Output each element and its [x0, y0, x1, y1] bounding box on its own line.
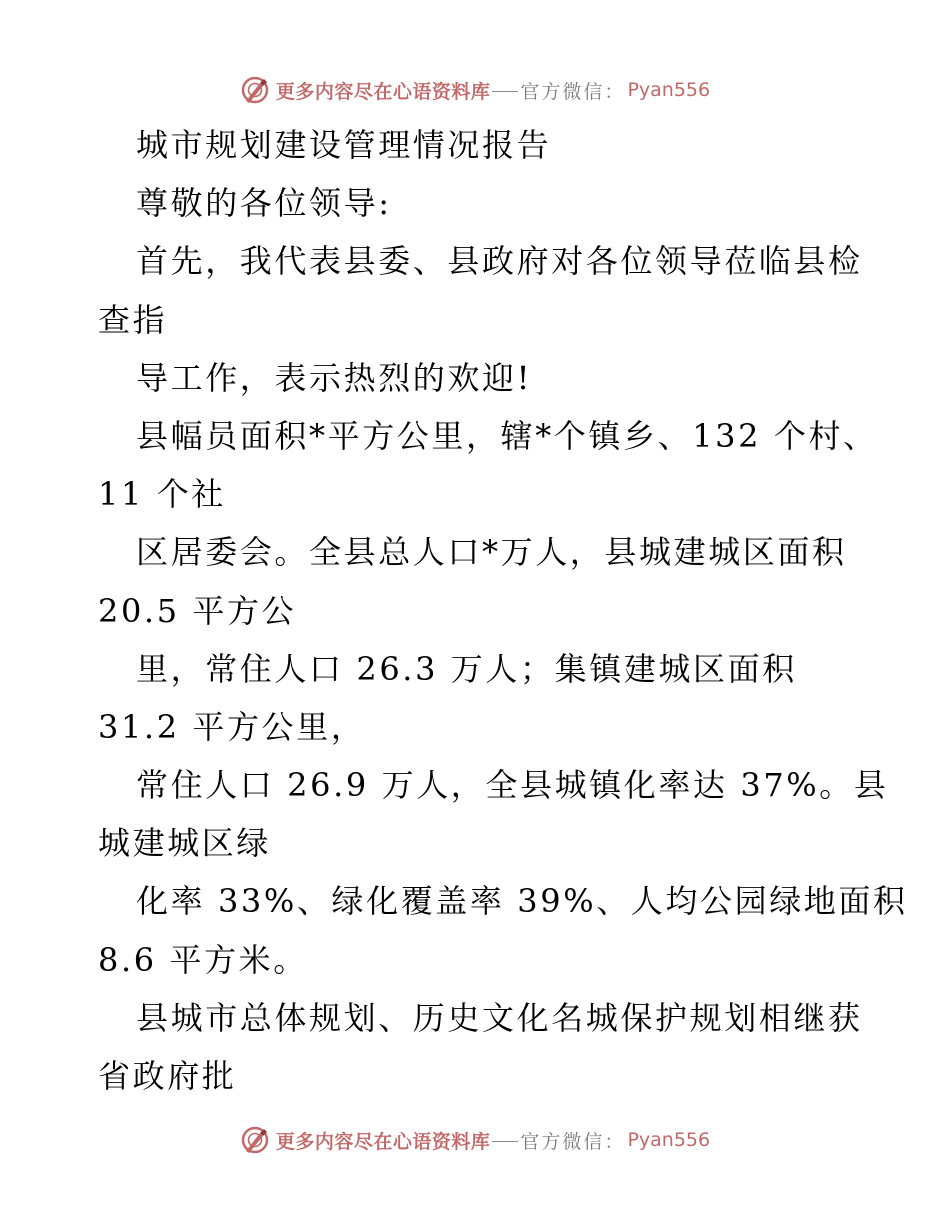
text-line: 尊敬的各位领导:: [136, 184, 392, 223]
text-line: 城建城区绿: [98, 824, 272, 863]
footer-watermark: [0, 1120, 950, 1160]
text-line: 31.2 平方公里，: [98, 707, 366, 746]
text-line: 查指: [98, 300, 168, 339]
watermark-dash: [492, 91, 518, 92]
text-line: 20.5 平方公: [98, 591, 297, 630]
text-line: 11 个社: [98, 475, 226, 514]
pen-logo-icon: [240, 75, 270, 105]
text-line: 化率 33%、绿化覆盖率 39%、人均公园绿地面积: [136, 882, 908, 921]
watermark-dash: [492, 1141, 518, 1142]
watermark-wechat-id: Pyan556: [627, 79, 711, 101]
text-line: 常住人口 26.9 万人，全县城镇化率达 37%。县: [136, 766, 889, 805]
text-line: 区居委会。全县总人口*万人，县城建城区面积: [136, 533, 847, 572]
watermark-official-label: 官方微信：: [520, 1130, 626, 1153]
text-line: 导工作，表示热烈的欢迎!: [136, 358, 533, 397]
watermark-official-label: 官方微信：: [520, 80, 626, 103]
pen-logo-icon: [240, 1125, 270, 1155]
document-body: [98, 116, 908, 1105]
text-line: 里，常住人口 26.3 万人；集镇建城区面积: [136, 649, 797, 688]
text-line: 县幅员面积*平方公里，辖*个镇乡、132 个村、: [136, 416, 878, 455]
text-line: 县城市总体规划、历史文化名城保护规划相继获: [136, 998, 863, 1037]
text-line: 省政府批: [98, 1057, 237, 1095]
watermark-text: 更多内容尽在心语资料库: [275, 80, 491, 103]
text-line: 首先，我代表县委、县政府对各位领导莅临县检: [136, 242, 863, 281]
watermark-wechat-id: Pyan556: [627, 1129, 711, 1151]
text-line: 城市规划建设管理情况报告: [136, 126, 552, 164]
text-line: 8.6 平方米。: [98, 940, 308, 979]
header-watermark: [0, 70, 950, 110]
watermark-text: 更多内容尽在心语资料库: [275, 1130, 491, 1153]
